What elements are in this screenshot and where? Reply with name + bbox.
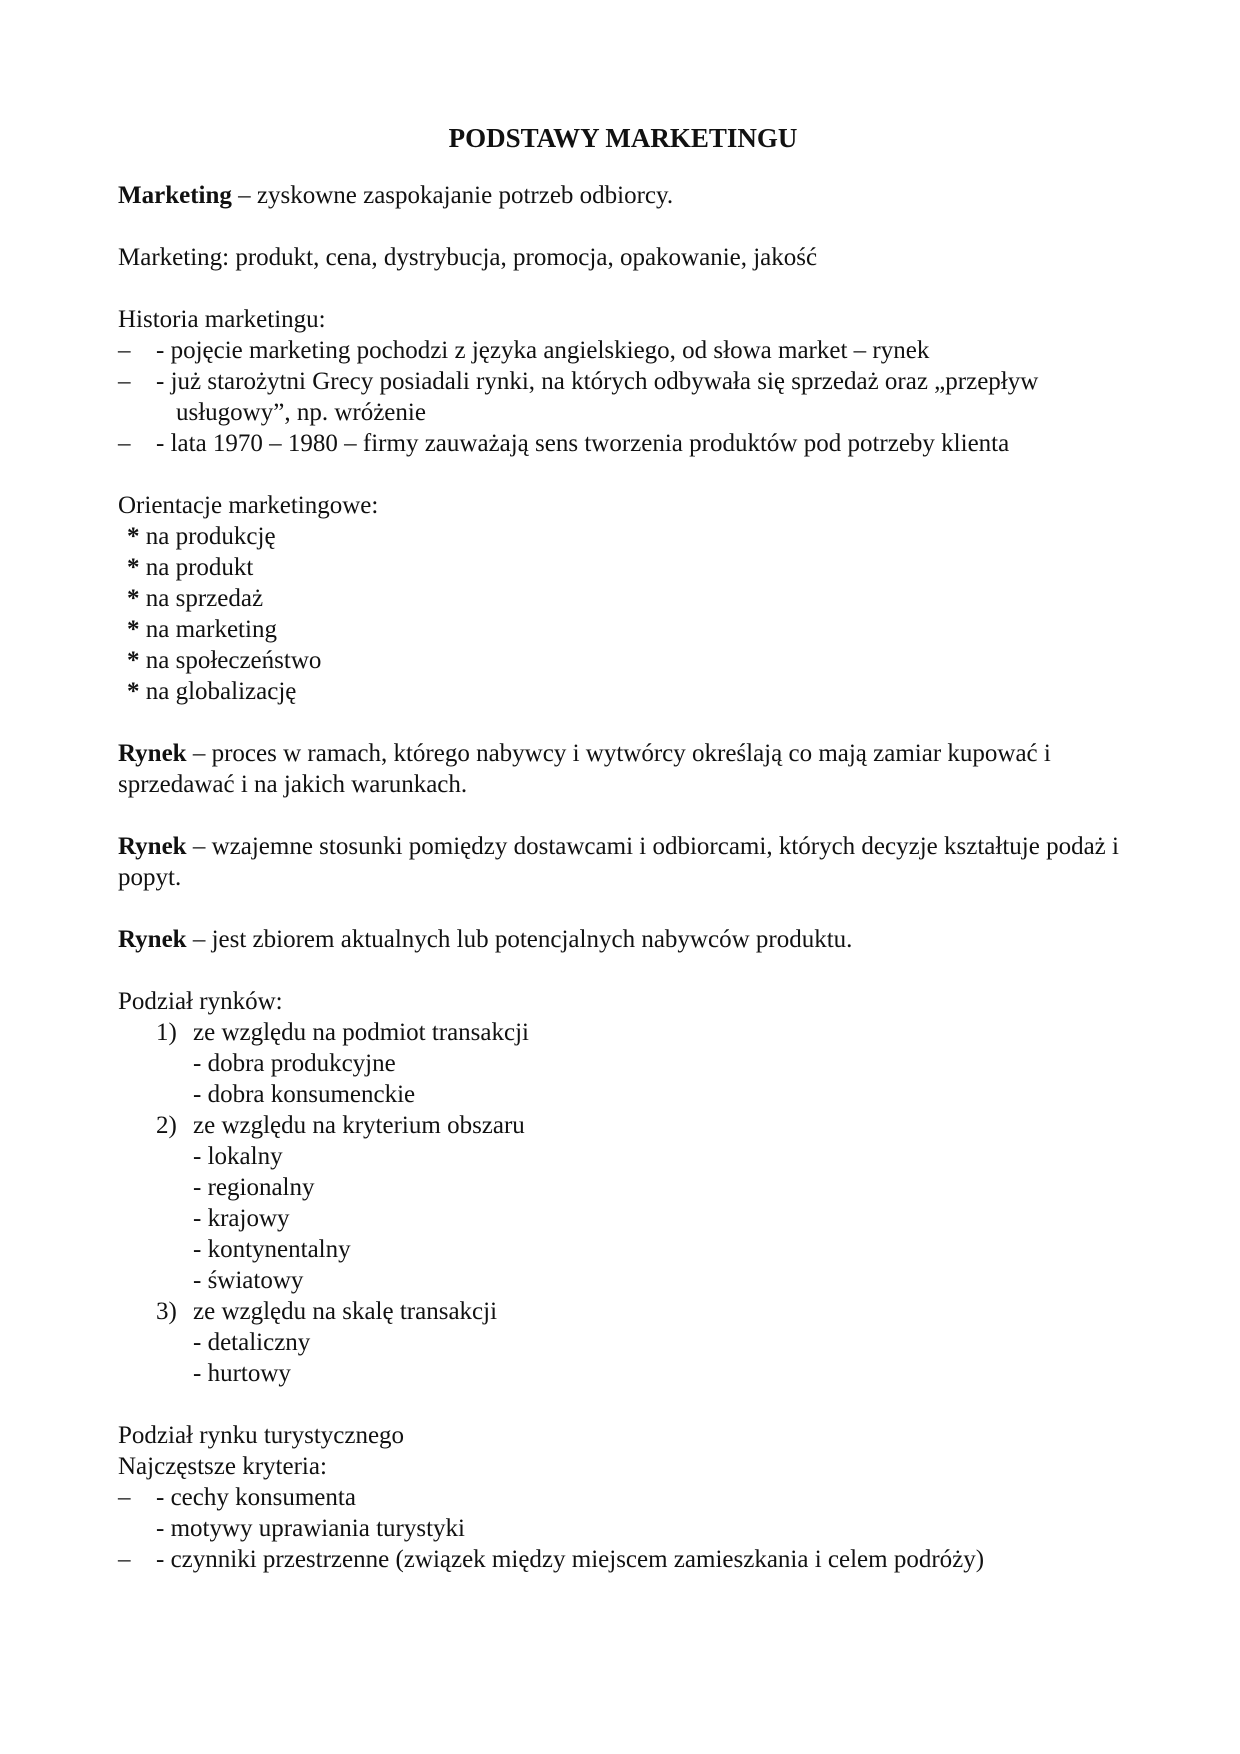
tourism-criteria-list [118, 1482, 1128, 1575]
asterisk-marker: * [127, 585, 140, 612]
list-item-text: na społeczeństwo [139, 647, 322, 674]
sub-item: - dobra konsumenckie [193, 1081, 416, 1108]
sub-item: - światowy [193, 1267, 304, 1294]
document-page [118, 118, 1128, 1575]
list-item-text: na globalizację [139, 678, 297, 705]
document-title: PODSTAWY MARKETINGU [448, 123, 798, 153]
item-label: ze względu na kryterium obszaru [193, 1112, 525, 1139]
marketing-mix-line: Marketing: produkt, cena, dystrybucja, promocja, opakowanie, jakość [118, 244, 818, 271]
list-item [118, 366, 1128, 428]
sub-item: - lokalny [193, 1143, 283, 1170]
item-number: 2) [156, 1112, 177, 1139]
list-item [118, 1513, 1128, 1544]
market-division-heading: Podział rynków: [118, 988, 283, 1015]
history-section [118, 304, 1128, 459]
sub-item: - krajowy [193, 1205, 290, 1232]
term-rynek: Rynek [118, 833, 187, 860]
item-label: ze względu na podmiot transakcji [193, 1019, 529, 1046]
term-rynek: Rynek [118, 926, 187, 953]
history-heading: Historia marketingu: [118, 306, 326, 333]
list-item-text: - cechy konsumenta [156, 1484, 356, 1511]
history-list [118, 335, 1128, 459]
tourism-heading: Podział rynku turystycznego [118, 1422, 405, 1449]
sub-item: - detaliczny [193, 1329, 311, 1356]
tourism-subheading: Najczęstsze kryteria: [118, 1453, 327, 1480]
definition-text: – jest zbiorem aktualnych lub potencjalnych nabywców produktu. [186, 926, 853, 953]
asterisk-marker: * [127, 647, 140, 674]
list-item [118, 614, 1128, 645]
numbered-item [118, 1110, 1128, 1141]
dash-marker: – [118, 1546, 131, 1573]
list-item-text: - pojęcie marketing pochodzi z języka angielskiego, od słowa market – rynek [156, 337, 930, 364]
dash-marker: – [118, 337, 131, 364]
asterisk-marker: * [127, 616, 140, 643]
list-item-text: - motywy uprawiania turystyki [156, 1515, 465, 1542]
list-item [118, 1544, 1128, 1575]
market-division-section [118, 986, 1128, 1389]
definition-marketing [118, 180, 1128, 211]
list-item-text: na produkt [139, 554, 254, 581]
asterisk-marker: * [127, 554, 140, 581]
list-item [118, 676, 1128, 707]
item-number: 1) [156, 1019, 177, 1046]
list-item-text: na produkcję [139, 523, 276, 550]
dash-marker: – [118, 368, 131, 395]
list-item [118, 583, 1128, 614]
sub-item: - dobra produkcyjne [193, 1050, 396, 1077]
item-label: ze względu na skalę transakcji [193, 1298, 498, 1325]
dash-marker: – [118, 430, 131, 457]
definition-rynek-3 [118, 924, 1128, 955]
list-item [118, 335, 1128, 366]
list-item-text: - czynniki przestrzenne (związek między miejscem zamieszkania i celem podróży) [156, 1546, 985, 1573]
market-division-list [118, 1017, 1128, 1389]
list-item [118, 428, 1128, 459]
definition-text: – zyskowne zaspokajanie potrzeb odbiorcy. [231, 182, 674, 209]
list-item-text: na sprzedaż [139, 585, 264, 612]
list-item-text: na marketing [139, 616, 277, 643]
asterisk-marker: * [127, 523, 140, 550]
dash-marker: – [118, 1484, 131, 1511]
term-rynek: Rynek [118, 740, 187, 767]
definition-text: – wzajemne stosunki pomiędzy dostawcami i odbiorcami, których decyzje kształtuje podaż i popyt. [118, 833, 1119, 891]
definition-text: – proces w ramach, którego nabywcy i wytwórcy określają co mają zamiar kupować i sprzedawać i na jakich warunkach. [118, 740, 1051, 798]
orientations-section [118, 490, 1128, 707]
numbered-item [118, 1017, 1128, 1048]
tourism-section [118, 1420, 1128, 1575]
definition-rynek-2 [118, 831, 1128, 893]
list-item-text: - lata 1970 – 1980 – firmy zauważają sens tworzenia produktów pod potrzeby klienta [156, 430, 1010, 457]
list-item-text: - już starożytni Grecy posiadali rynki, na których odbywała się sprzedaż oraz „przepływ usługowy”, np. wróżenie [156, 368, 1039, 426]
item-number: 3) [156, 1298, 177, 1325]
definition-rynek-1 [118, 738, 1128, 800]
numbered-item [118, 1296, 1128, 1327]
asterisk-marker: * [127, 678, 140, 705]
sub-item: - regionalny [193, 1174, 315, 1201]
list-item [118, 1482, 1128, 1513]
term-marketing: Marketing [118, 182, 232, 209]
sub-item: - kontynentalny [193, 1236, 351, 1263]
list-item [118, 645, 1128, 676]
orientations-list [118, 521, 1128, 707]
list-item [118, 552, 1128, 583]
list-item [118, 521, 1128, 552]
orientations-heading: Orientacje marketingowe: [118, 492, 379, 519]
sub-item: - hurtowy [193, 1360, 291, 1387]
